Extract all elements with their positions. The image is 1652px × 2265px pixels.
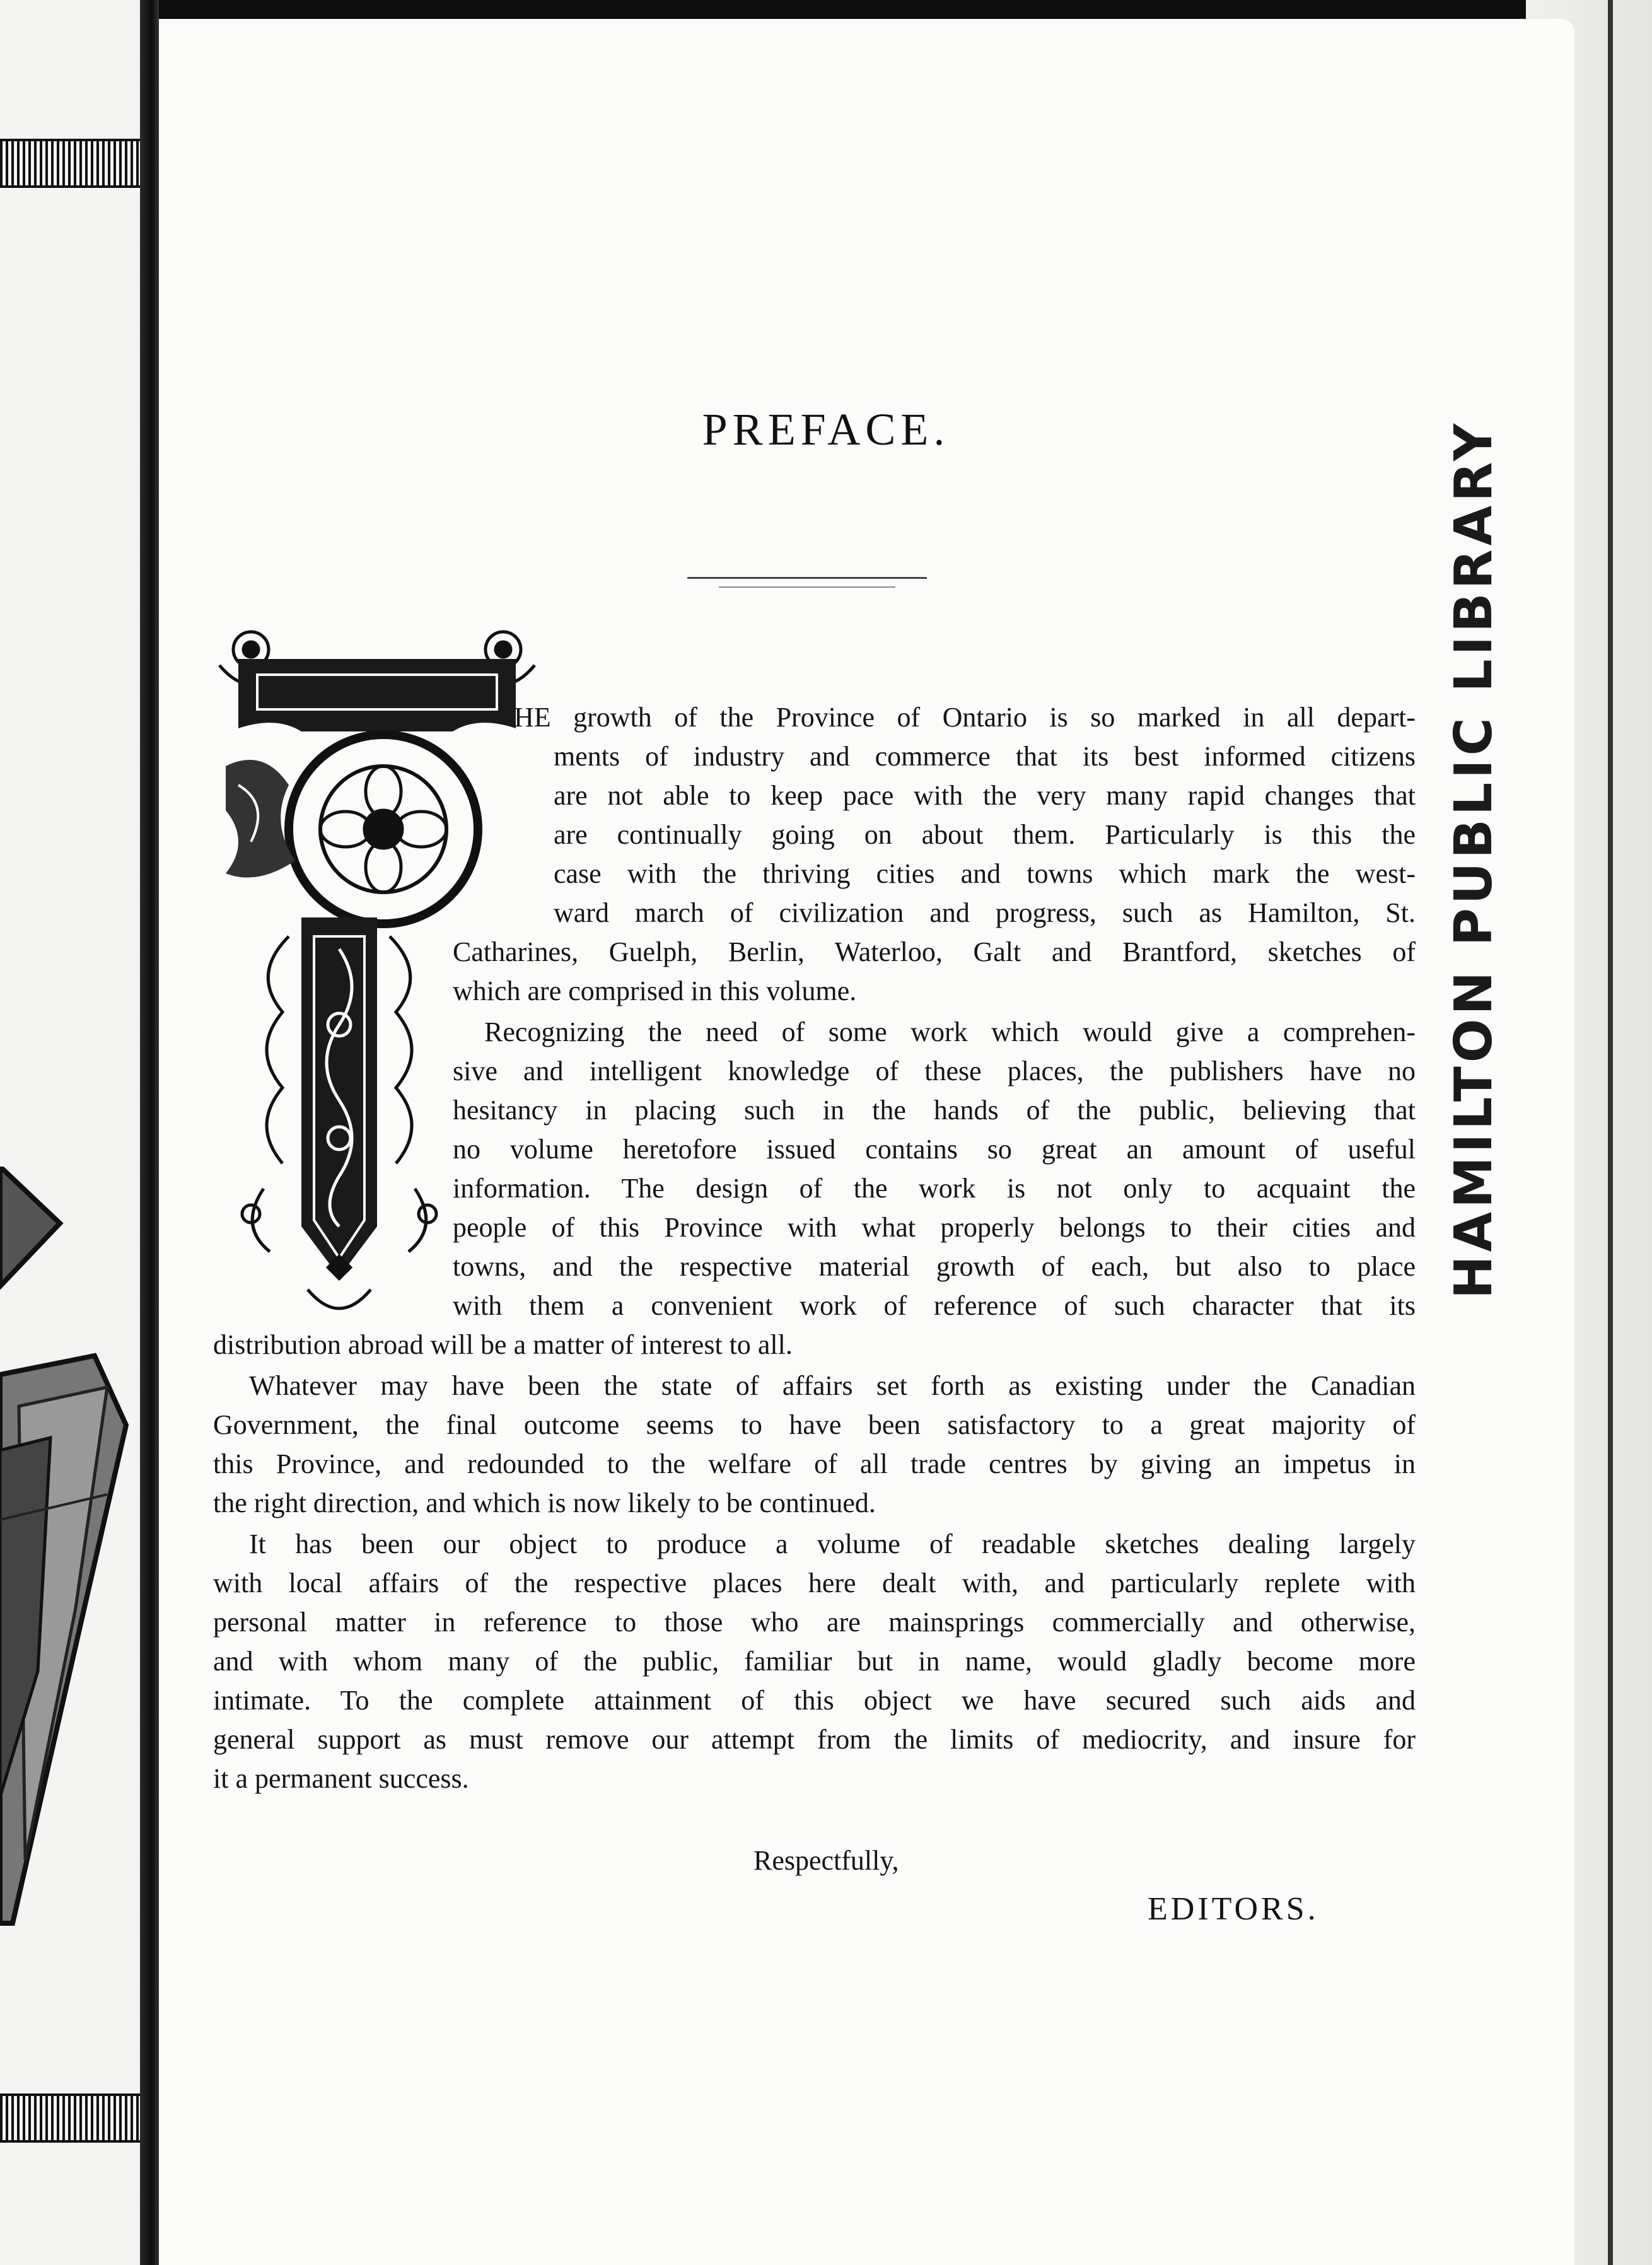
- text-line: are not able to keep pace with the very many rapid changes that: [554, 780, 1416, 811]
- text-line: hesitancy in placing such in the hands of the public, believing that: [453, 1095, 1416, 1126]
- text-line: and with whom many of the public, familiar but in name, would gladly become more: [213, 1646, 1416, 1677]
- text-line: distribution abroad will be a matter of interest to all.: [213, 1329, 793, 1360]
- library-stamp-text: HAMILTON PUBLIC LIBRARY: [1444, 419, 1504, 1299]
- text-line: Catharines, Guelph, Berlin, Waterloo, Galt and Brantford, sketches of: [453, 936, 1416, 967]
- text-line: It has been our object to produce a volume of readable sketches dealing largely: [249, 1528, 1416, 1559]
- text-line: information. The design of the work is not only to acquaint the: [453, 1173, 1416, 1204]
- text-line: it a permanent success.: [213, 1763, 469, 1794]
- text-line: ments of industry and commerce that its best informed citizens: [554, 741, 1416, 772]
- text-line: personal matter in reference to those who are mainsprings commercially and otherwise,: [213, 1607, 1416, 1638]
- text-line: general support as must remove our attempt from the limits of mediocrity, and insure for: [213, 1724, 1416, 1755]
- text-line: which are comprised in this volume.: [453, 975, 857, 1006]
- text-line: case with the thriving cities and towns which mark the west-: [554, 858, 1416, 889]
- text-line: people of this Province with what properly belongs to their cities and: [453, 1212, 1416, 1243]
- text-line: with local affairs of the respective places here dealt with, and particularly replete with: [213, 1568, 1416, 1598]
- text-line: no volume heretofore issued contains so great an amount of useful: [453, 1134, 1416, 1165]
- signature: EDITORS.: [1148, 1891, 1319, 1927]
- text-line: sive and intelligent knowledge of these places, the publishers have no: [453, 1056, 1416, 1086]
- text-line: Recognizing the need of some work which would give a comprehen-: [484, 1016, 1416, 1047]
- text-line: are continually going on about them. Particularly is this the: [554, 819, 1416, 850]
- closing-salutation: Respectfully,: [753, 1845, 899, 1876]
- text-line: ward march of civilization and progress, such as Hamilton, St.: [554, 897, 1416, 928]
- text-line: Whatever may have been the state of affairs set forth as existing under the Canadian: [249, 1370, 1416, 1401]
- text-line: this Province, and redounded to the welfare of all trade centres by giving an impetus in: [213, 1448, 1416, 1479]
- text-line: intimate. To the complete attainment of this object we have secured such aids and: [213, 1685, 1416, 1716]
- page-title: PREFACE.: [702, 404, 950, 455]
- text-line: with them a convenient work of reference of such character that its: [453, 1290, 1416, 1321]
- text-line: Government, the final outcome seems to have been satisfactory to a great majority of: [213, 1409, 1416, 1440]
- text-line: the right direction, and which is now likely to be continued.: [213, 1488, 876, 1518]
- text-line: HE growth of the Province of Ontario is so marked in all depart-: [514, 702, 1416, 733]
- text-line: towns, and the respective material growth of each, but also to place: [453, 1251, 1416, 1282]
